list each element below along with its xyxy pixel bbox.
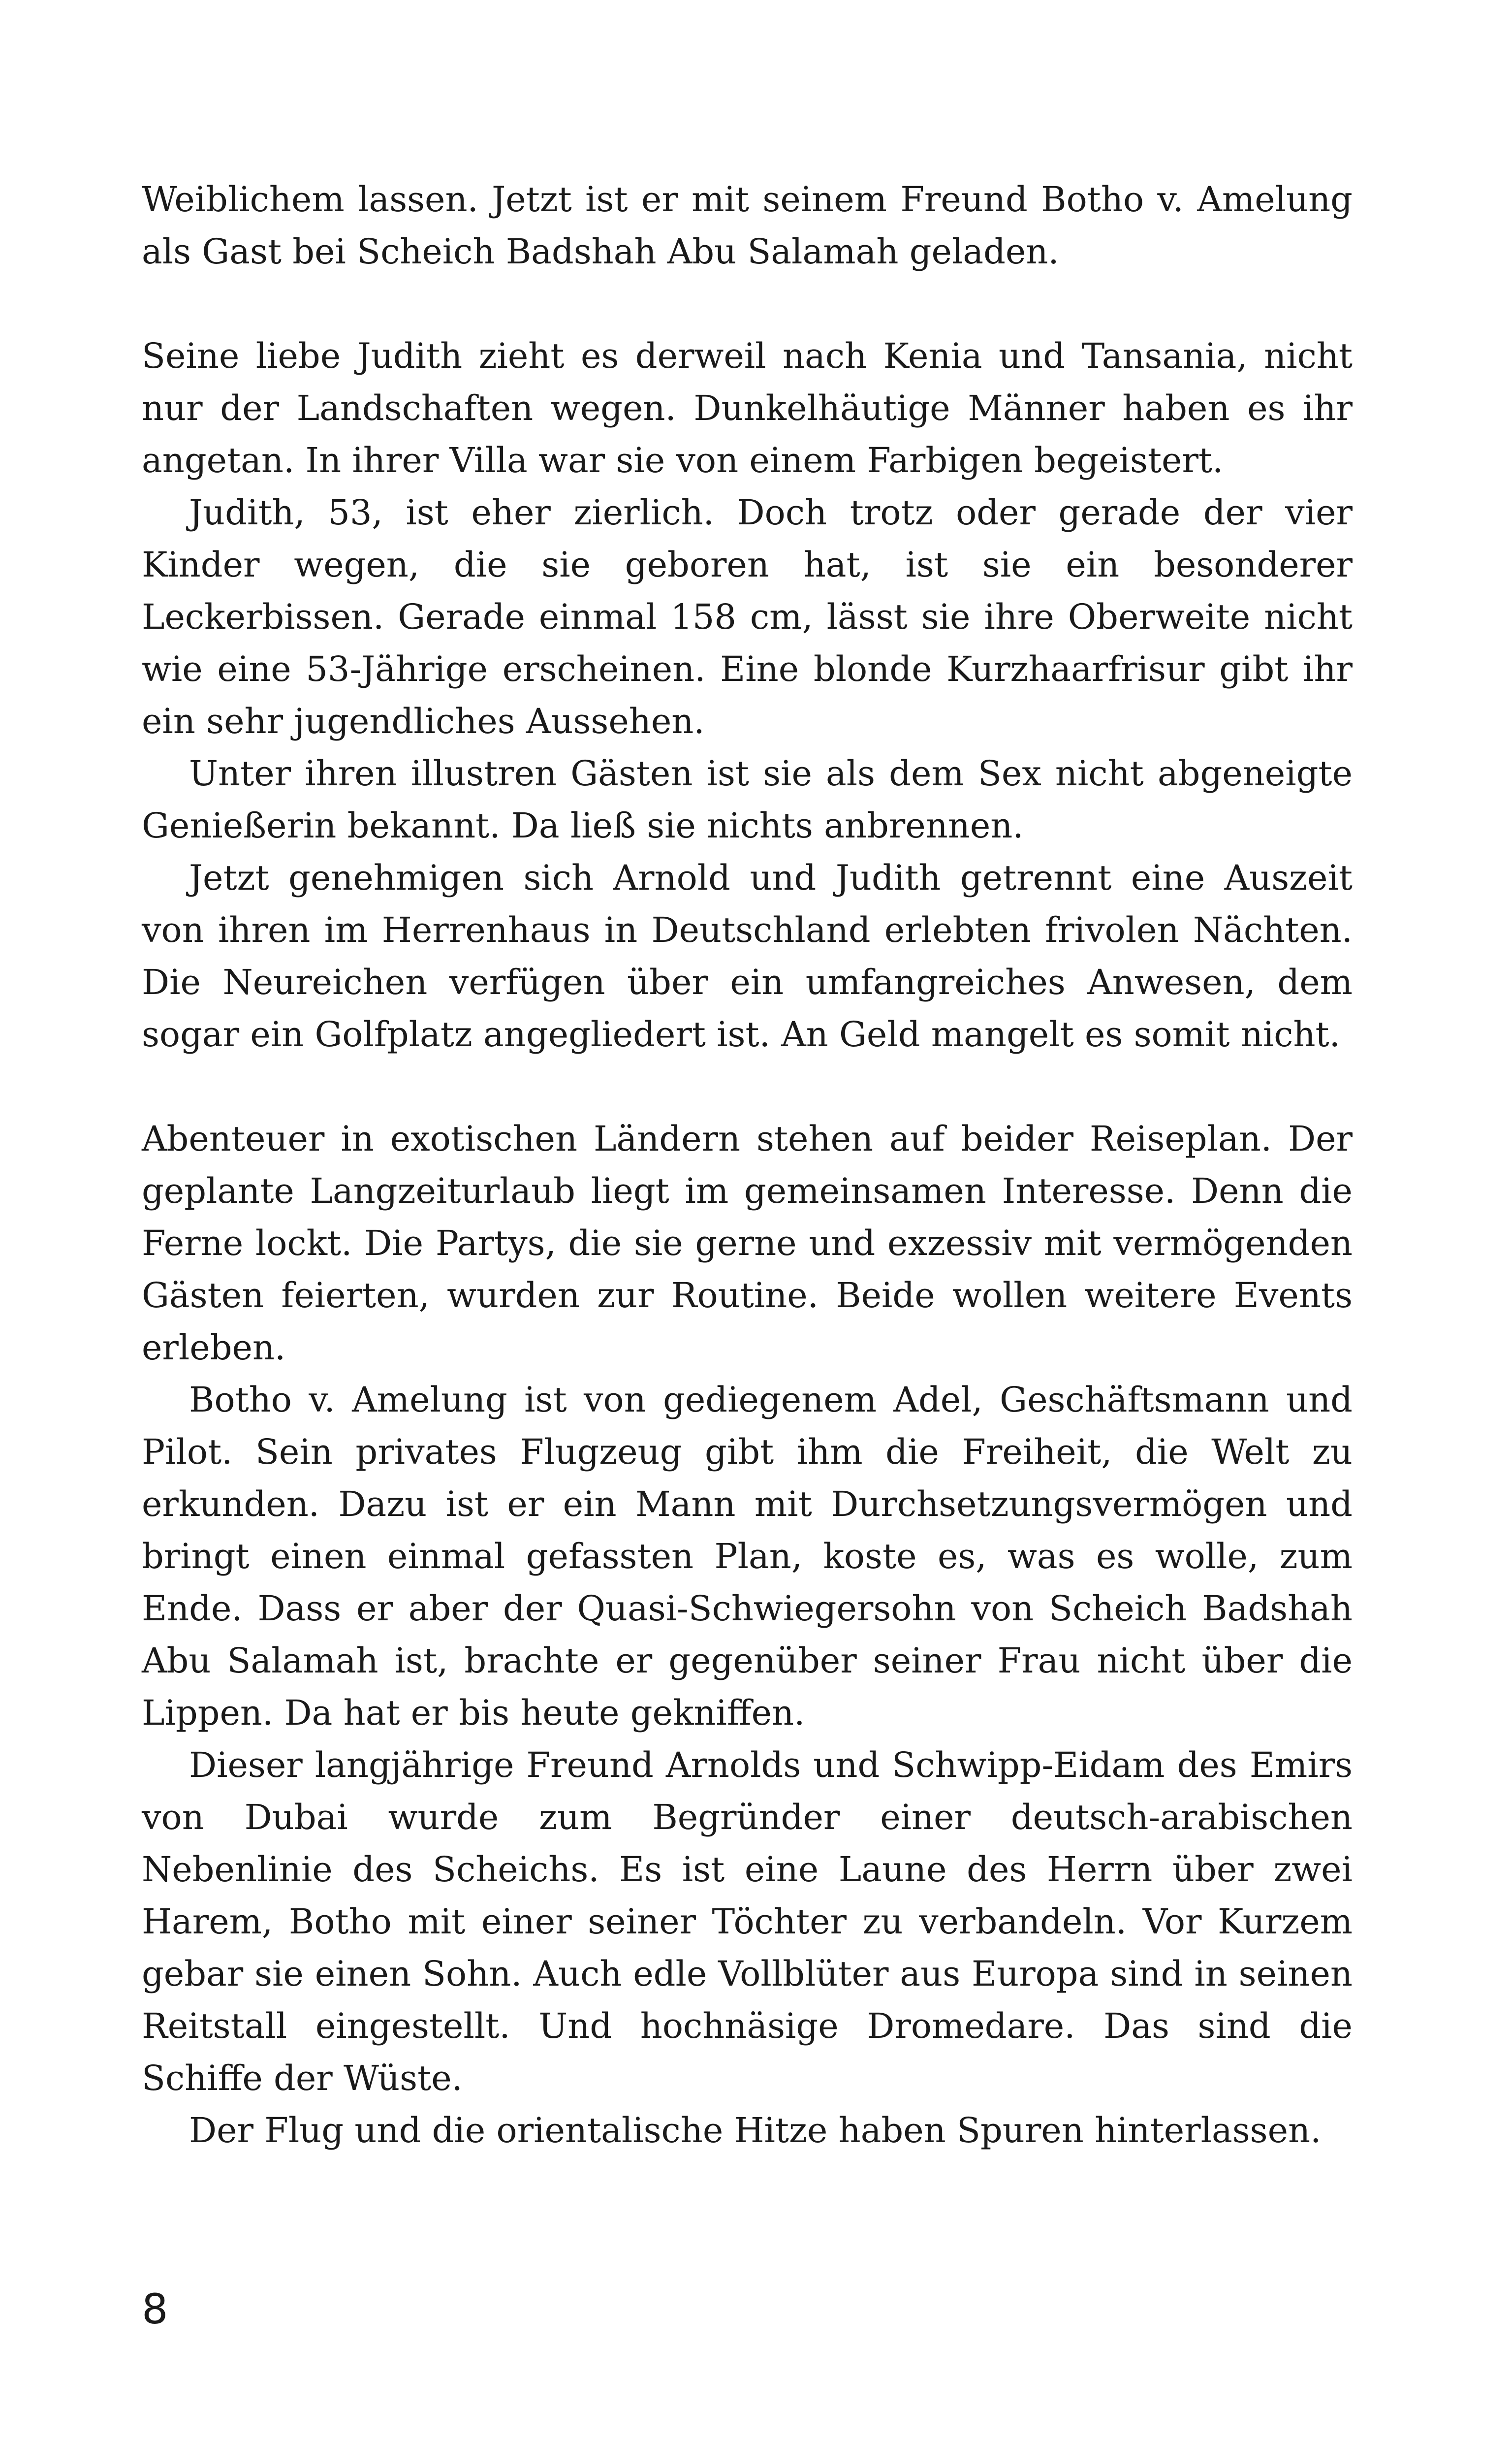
paragraph: Jetzt genehmigen sich Arnold und Judith getrennt eine Auszeit von ihren im Herrenhaus in Deutschland erlebten frivolen Nächten. Die Neureichen verfügen über ein umfangreiches Anwesen, dem sogar ein Golfplatz angegliedert ist. An Geld mangelt es somit nicht. bbox=[142, 858, 1353, 1055]
paragraph: Weiblichem lassen. Jetzt ist er mit seinem Freund Botho v. Amelung als Gast bei Scheich Badshah Abu Salamah geladen. bbox=[142, 179, 1353, 272]
body-text bbox=[142, 173, 1353, 2156]
paragraph: Der Flug und die orientalische Hitze haben Spuren hinterlassen. bbox=[189, 2110, 1322, 2151]
paragraph: Unter ihren illustren Gästen ist sie als dem Sex nicht abgeneigte Genießerin bekannt. Da ließ sie nichts anbrennen. bbox=[142, 753, 1353, 846]
paragraph: Abenteuer in exotischen Ländern stehen auf beider Reiseplan. Der geplante Langzeiturlaub liegt im gemeinsamen Interesse. Denn die Ferne lockt. Die Partys, die sie gerne und exzessiv mit vermögenden Gästen feierten, wurden zur Routine. Beide wollen weitere Events erleben. bbox=[142, 1119, 1353, 1368]
paragraph: Botho v. Amelung ist von gediegenem Adel, Geschäftsmann und Pilot. Sein privates Flugzeug gibt ihm die Freiheit, die Welt zu erkunden. Dazu ist er ein Mann mit Durchsetzungsvermögen und bringt einen einmal gefassten Plan, koste es, was es wolle, zum Ende. Dass er aber der Quasi-Schwiegersohn von Scheich Badshah Abu Salamah ist, brachte er gegenüber seiner Frau nicht über die Lippen. Da hat er bis heute gekniffen. bbox=[142, 1380, 1353, 1733]
paragraph: Dieser langjährige Freund Arnolds und Schwipp-Eidam des Emirs von Dubai wurde zum Begründer einer deutsch-arabischen Nebenlinie des Scheichs. Es ist eine Laune des Herrn über zwei Harem, Botho mit einer seiner Töchter zu verbandeln. Vor Kurzem gebar sie einen Sohn. Auch edle Vollblüter aus Europa sind in seinen Reitstall eingestellt. Und hochnäsige Dromedare. Das sind die Schiffe der Wüste. bbox=[142, 1745, 1353, 2098]
paragraph: Seine liebe Judith zieht es derweil nach Kenia und Tansania, nicht nur der Landschaften wegen. Dunkelhäutige Männer haben es ihr angetan. In ihrer Villa war sie von einem Farbigen begeistert. bbox=[142, 336, 1353, 481]
page-number: 8 bbox=[142, 2285, 168, 2333]
paragraph: Judith, 53, ist eher zierlich. Doch trotz oder gerade der vier Kinder wegen, die sie geboren hat, ist sie ein besonderer Leckerbissen. Gerade einmal 158 cm, lässt sie ihre Oberweite nicht wie eine 53-Jährige erscheinen. Eine blonde Kurzhaarfrisur gibt ihr ein sehr jugendliches Aussehen. bbox=[142, 492, 1353, 741]
